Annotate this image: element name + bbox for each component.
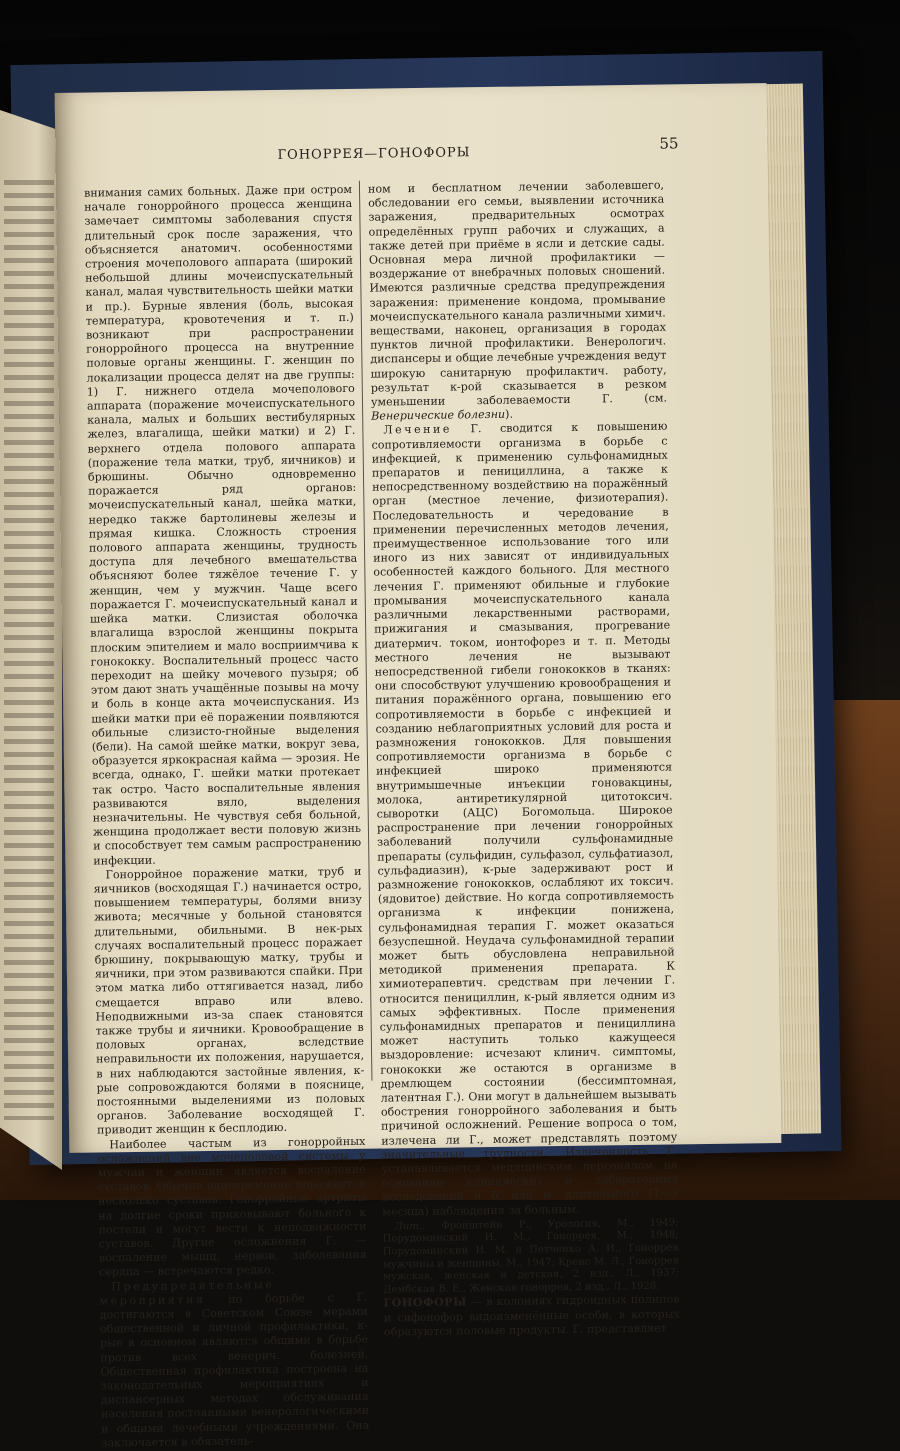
paragraph: Гонорройное поражение матки, труб и яичников (восходящая Г.) начинается остро, повышением температуры, болями внизу живота; месячные у больной становятся длительными, обильными. В нек-рых случаях воспалительный процесс поражает брюшину, покрывающую матку, трубы и яичники, при этом развиваются спайки. При этом матка либо оттягивается назад, либо смещается вправо или влево. Неподвижными из-за спаек становятся также трубы и яичники. Кровообращение в половых органах, вследствие неправильности их положения, нарушается, в них наблюдаются застойные явления, к-рые сопровождаются болями в пояснице, постоянными выделениями из половых органов. Заболевание восходящей Г. приводит женщин к бесплодию.	[93, 864, 365, 1137]
see-also-link: Венерические болезни	[371, 408, 506, 423]
paragraph-text: ном и бесплатном лечении заболевшего, обследовании его семьи, выявлении источника заражения, предварительных осмотрах определённых групп рабочих и служащих, а также детей при приёме в ясли и детские сады. Основная мера личной профилактики — воздержание от внебрачных половых сношений. Имеются различные средства предупреждения заражения: применение кондома, промывание мочеиспускательного канала различными химич. веществами, наконец, организация в городах пунктов личной профилактики. Венерологич. диспансеры и общие лечебные учреждения ведут широкую санитарную профилактич. работу, результат к-рой сказывается в резком уменьшении заболеваемости Г. (см.	[367, 178, 668, 409]
left-page-edge	[0, 110, 62, 1170]
page-header	[55, 133, 767, 167]
treatment-text: Г. сводится к повышению сопротивляемости организма в борьбе с инфекцией, к применению сульфонамидных препаратов и пенициллина, а также к непосредственному воздействию на поражённый орган (местное лечение, физиотерапия). Последовательность и чередование в применении перечисленных методов лечения, преимущественное использование того или иного из них зависят от индивидуальных особенностей каждого больного. Для местного лечения Г. применяют обильные и глубокие промывания мочеиспускательного канала различными лекарственными растворами, прижигания и смазывания, прогревание диатермич. током, ионтофорез и т. п. Методы местного лечения не вызывают непосредственной гибели гонококков в тканях: они способствуют улучшению кровообращения и питания поражённого органа, повышению его сопротивляемости в борьбе с инфекцией и созданию неблагоприятных условий для роста и размножения гонококков. Для повышения сопротивляемости организма в борьбе с инфекцией широко применяются внутримышечные инъекции гоновакцины, молока, антиретикулярной цитотоксич. сыворотки (АЦС) Богомольца. Широкое распространение при лечении гонорройных заболеваний получили сульфонамидные препараты (сульфидин, сульфазол, сульфатиазол, сульфадиазин), к-рые задерживают рост и размножение гонококков, ослабляют их токсич. (ядовитое) действие. Но когда сопротивляемость организма к инфекции понижена, сульфонамидная терапия Г. может оказаться безуспешной. Неудача сульфонамидной терапии может быть обусловлена неправильной методикой применения препарата. К химиотерапевтич. средствам при лечении Г. относится пенициллин, к-рый является одним из самых эффективных. После применения сульфонамидных препаратов и пенициллина может наступить только кажущееся выздоровление: исчезают клинич. симптомы, гонококки же остаются в организме в дремлющем состоянии (бессимптомная, латентная Г.). Они могут в дальнейшем вызывать обострения гонорройного заболевания и быть причиной осложнений. Решение вопроса о том, излечена ли Г., может представлять поэтому значительные трудности. Излеченность Г. устанавливается медицинским персоналом на основании клинических и лабораторных исследований и б. или м. длительного (1—3 месяца) наблюдения за больным.	[371, 419, 679, 1219]
book-page	[55, 83, 782, 1450]
left-page-text-lines	[4, 180, 54, 1120]
running-head: ГОНОРРЕЯ—ГОНОФОРЫ	[277, 145, 471, 163]
prevention-lead: Предупредительные мероприятия	[99, 1277, 275, 1308]
paragraph-prevention	[99, 1276, 369, 1450]
paragraph-treatment	[371, 420, 678, 1219]
bibliography	[382, 1217, 679, 1297]
paragraph: внимания самих больных. Даже при остром начале гонорройного процесса женщина замечает симптомы заболевания спустя длительный срок после заражения, что объясняется анатомич. особенностями строения мочеполового аппарата (широкий небольшой длины мочеиспускательный канал, малая чувствительность шейки матки и пр.). Бурные явления (боль, высокая температура, кровотечения и т. п.) возникают при распространении гонорройного процесса на внутренние половые органы женщины. Г. женщин по локализации процесса делят на две группы: 1) Г. нижнего отдела мочеполового аппарата (поражение мочеиспускательного канала, малых и больших вестибулярных желез, влагалища, шейки матки) и 2) Г. верхнего отдела полового аппарата (поражение тела матки, труб, яичников) и брюшины. Обычно одновременно поражается ряд органов: мочеиспускательный канал, шейка матки, нередко также бартолиневы железы и прямая кишка. Сложность строения полового аппарата женщины, трудность доступа для лечебного вмешательства объясняют более тяжёлое течение Г. у женщин, чем у мужчин. Чаще всего поражается Г. мочеиспускательный канал и шейка матки. Слизистая оболочка влагалища взрослой женщины покрыта плоским эпителием и мало восприимчива к гонококку. Воспалительный процесс часто переходит на шейку мочевого пузыря; об этом дают знать учащённые позывы на мочу и боль в конце акта мочеиспускания. Из шейки матки при её поражении появляются обильные слизисто-гнойные выделения (бели). На самой шейке матки, вокруг зева, образуется яркокрасная кайма — эрозия. Не всегда, однако, Г. шейки матки протекает так остро. Часто воспалительные явления развиваются вяло, выделения незначительны. Не чувствуя себя больной, женщина продолжает вести половую жизнь и способствует тем самым распространению инфекции.	[83, 182, 362, 868]
paragraph: Наиболее частым из гонорройных осложнений вне мочеполовой системы у мужчин и женщин является воспаление суставов. Обычно одновременно поражается несколько суставов. Гонорройные артриты на долгие сроки приковывают больного к постели и могут вести к неподвижности суставов. Другие осложнения Г. — воспаление мышц, нервов, заболевания сердца — встречаются редко.	[97, 1134, 367, 1279]
page-number: 55	[659, 134, 679, 153]
treatment-lead: Лечение	[383, 422, 453, 437]
bibliography-text: Фронштейн Р., Урология, М., 1949; Порудоминский И. М., Гоноррея, М., 1948; Порудоминский И. М. и Петченко А. И., Гоноррея мужчины и женщины, М., 1947; Кренс М. Л., Гоноррея мужская, женская и детская, 2 изд., Л., 1937; Дембская В. Е., Женская гоноррея, 2 изд., Л., 1928.	[382, 1217, 680, 1296]
left-column	[83, 182, 370, 1450]
entry-text: — в колониях гидроидных полипов и сифонофор видоизменённые особи, в которых образуются половые продукты. Г. представляет	[383, 1292, 680, 1339]
entry-gonofory	[383, 1293, 680, 1340]
bibliography-label: Лит.:	[394, 1220, 426, 1233]
paragraph-end: ).	[505, 407, 514, 422]
right-column	[367, 178, 680, 1339]
entry-term: ГОНОФОРЫ	[383, 1295, 467, 1310]
paragraph-continuation	[368, 179, 667, 425]
prevention-text: по борьбе с Г. достигаются в Советском Союзе мерами общественной и личной профилактики, к-рые в основном являются общими в борьбе против всех венерич. болезней. Общественная профилактика построена на законодательных мероприятиях и диспансерных методах обслуживания населения постоянными венерологическими и общими лечебными учреждениями. Она заключается в обязатель-	[99, 1290, 370, 1450]
